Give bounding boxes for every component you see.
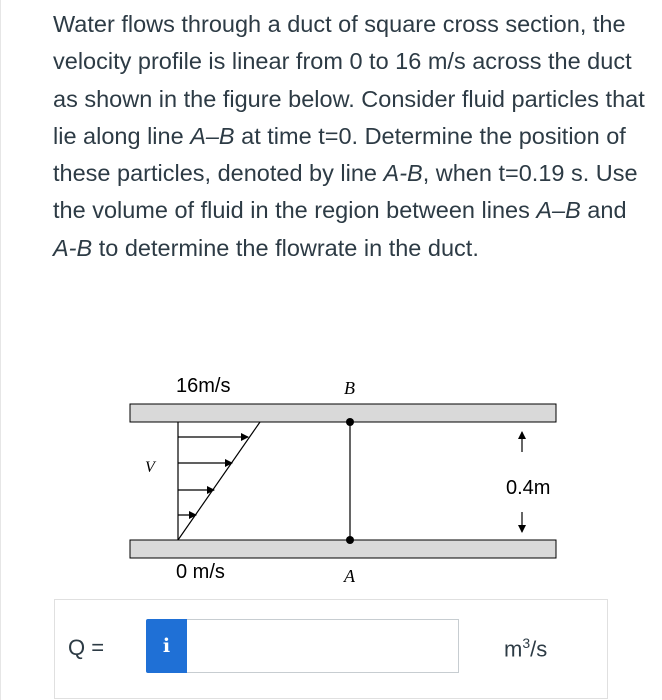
info-icon[interactable]: i [146,619,187,673]
line-ab-2: A-B [383,160,423,187]
left-border [0,0,1,700]
velocity-symbol: V [145,459,155,476]
question-text [53,6,653,267]
answer-panel [54,599,608,699]
question-and: and [580,197,627,224]
top-velocity-label: 16m/s [176,375,231,397]
unit-label [504,635,547,662]
velocity-profile-line [178,422,260,540]
point-a-dot [346,536,354,544]
question-tail: to determine the flowrate in the duct. [92,234,479,261]
duct-figure [120,360,580,595]
unit-exponent: 3 [522,635,531,651]
duct-diagram [120,360,580,595]
unit-base: m [504,636,523,662]
height-label: 0.4m [506,477,551,499]
bottom-velocity-label: 0 m/s [176,561,225,583]
question-mid1: at time t=0. Determine the position of these particles, denoted by line [53,122,626,187]
question-mid2: , when t=0.19 s. Use the volume of fluid in the region between lines [53,160,638,224]
line-ab-1: A–B [190,122,235,149]
flowrate-input[interactable] [187,619,459,673]
line-ab-4: A-B [53,234,93,261]
point-b-dot [346,418,354,426]
unit-tail: /s [530,636,548,662]
question-intro: Water flows through a duct of square cross section, the velocity profile is linear from 0 to 16 m/s across the duct as shown in the figure below. Consider fluid particles that lie along line [53,11,645,149]
top-plate [130,404,556,422]
point-a-label: A [344,566,355,586]
bottom-plate [130,540,556,558]
point-b-label: B [344,378,355,398]
q-label: Q = [68,635,105,660]
line-ab-3: A–B [536,197,581,224]
